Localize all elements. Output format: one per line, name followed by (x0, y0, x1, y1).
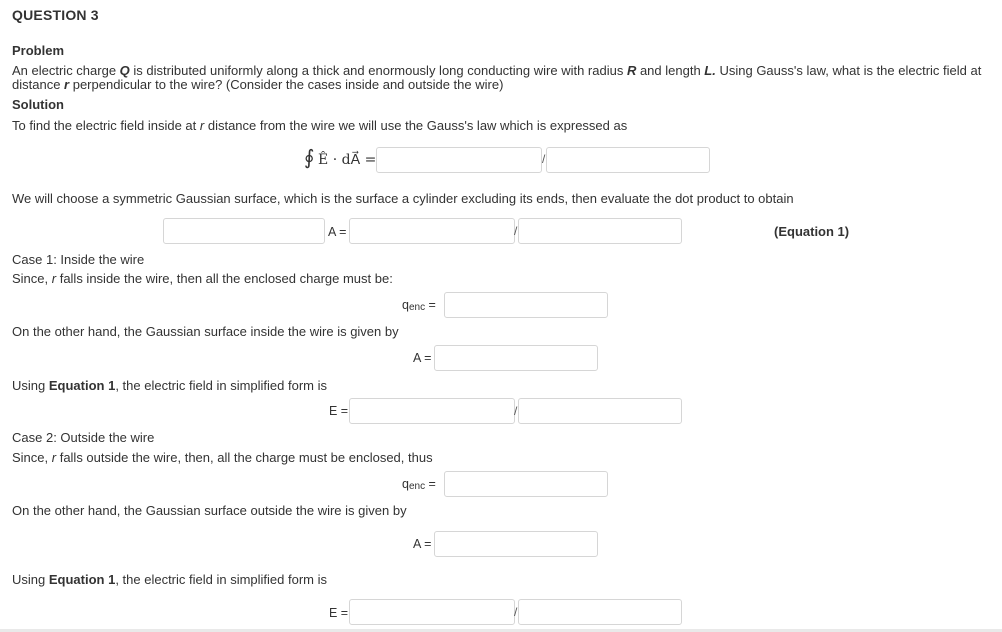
symmetry-text: We will choose a symmetric Gaussian surface, which is the surface a cylinder excluding its ends, then evaluate the dot product to obtain (12, 191, 794, 206)
equation1-left-input[interactable] (163, 218, 325, 244)
equals-sign: = (425, 477, 436, 491)
fraction-slash: / (514, 605, 518, 619)
case1-e-label: E = (329, 404, 349, 418)
case1-area-label: A = (413, 351, 432, 365)
closed-integral-icon: ∮ (304, 145, 315, 169)
radius-symbol: R (626, 63, 637, 78)
qenc-subscript: enc (408, 481, 426, 492)
fraction-slash: / (542, 152, 546, 166)
case2-title: Case 2: Outside the wire (12, 430, 155, 445)
intro-text (12, 118, 627, 133)
problem-heading: Problem (12, 43, 65, 58)
qenc-symbol: q (402, 477, 409, 491)
case1-area-input[interactable] (434, 345, 598, 371)
case1-e-numerator-input[interactable] (349, 398, 518, 424)
case2-area-input[interactable] (434, 531, 598, 557)
case1-since-part: falls inside the wire, then all the enclosed charge must be: (56, 271, 393, 286)
case2-using-text (12, 572, 327, 587)
gauss-law-numerator-input[interactable] (376, 147, 542, 173)
equation1-area-label: A = (328, 225, 347, 239)
case2-qenc-input[interactable] (444, 471, 608, 497)
case1-qenc-input[interactable] (444, 292, 608, 318)
case2-e-numerator-input[interactable] (349, 599, 518, 625)
case1-since-part: Since, (12, 271, 52, 286)
qenc-symbol: q (402, 298, 409, 312)
problem-text-part: An electric charge (12, 63, 120, 78)
case1-title: Case 1: Inside the wire (12, 252, 145, 267)
case2-surface-text: On the other hand, the Gaussian surface outside the wire is given by (12, 503, 407, 518)
case1-using-text (12, 378, 327, 393)
equation-reference: Equation 1 (48, 572, 116, 587)
length-symbol: L. (704, 63, 716, 78)
qenc-subscript: enc (408, 302, 426, 313)
case1-e-denominator-input[interactable] (518, 398, 682, 424)
case2-area-label: A = (413, 537, 432, 551)
question-title: QUESTION 3 (12, 7, 99, 23)
equals-sign: = (425, 298, 436, 312)
solution-heading: Solution (12, 97, 64, 112)
distance-symbol: r (51, 450, 57, 465)
problem-text (12, 64, 994, 92)
case1-qenc-label (402, 298, 436, 313)
case1-since-text (12, 271, 393, 286)
fraction-slash: / (514, 224, 518, 238)
distance-symbol: r (64, 77, 70, 92)
case2-using-part: , the electric field in simplified form is (115, 572, 327, 587)
case2-since-part: Since, (12, 450, 52, 465)
gauss-law-denominator-input[interactable] (546, 147, 710, 173)
problem-text-part: and length (636, 63, 705, 78)
distance-symbol: r (51, 271, 57, 286)
case2-e-denominator-input[interactable] (518, 599, 682, 625)
case2-qenc-label (402, 477, 436, 492)
gauss-law-integrand: Ê · dA⃗ = (318, 152, 377, 168)
equation1-numerator-input[interactable] (349, 218, 518, 244)
case1-surface-text: On the other hand, the Gaussian surface inside the wire is given by (12, 324, 399, 339)
distance-symbol: r (199, 118, 205, 133)
gauss-law-expression (304, 145, 376, 169)
case1-using-part: Using (12, 378, 49, 393)
problem-text-part: perpendicular to the wire? (Consider the cases inside and outside the wire) (69, 77, 504, 92)
case1-using-part: , the electric field in simplified form is (115, 378, 327, 393)
equation-reference: Equation 1 (48, 378, 116, 393)
case2-using-part: Using (12, 572, 49, 587)
problem-text-part: is distributed uniformly along a thick and enormously long conducting wire with radius (129, 63, 627, 78)
intro-text-part: To find the electric field inside at (12, 118, 200, 133)
case2-since-text (12, 450, 433, 465)
charge-symbol: Q (119, 63, 130, 78)
equation1-tag: (Equation 1) (774, 224, 850, 239)
intro-text-part: distance from the wire we will use the Gauss's law which is expressed as (204, 118, 628, 133)
equation1-denominator-input[interactable] (518, 218, 682, 244)
case2-since-part: falls outside the wire, then, all the charge must be enclosed, thus (56, 450, 433, 465)
problem-text-part: Using Gauss's law, what is the electric field at distance (12, 63, 982, 92)
case2-e-label: E = (329, 606, 349, 620)
fraction-slash: / (514, 404, 518, 418)
